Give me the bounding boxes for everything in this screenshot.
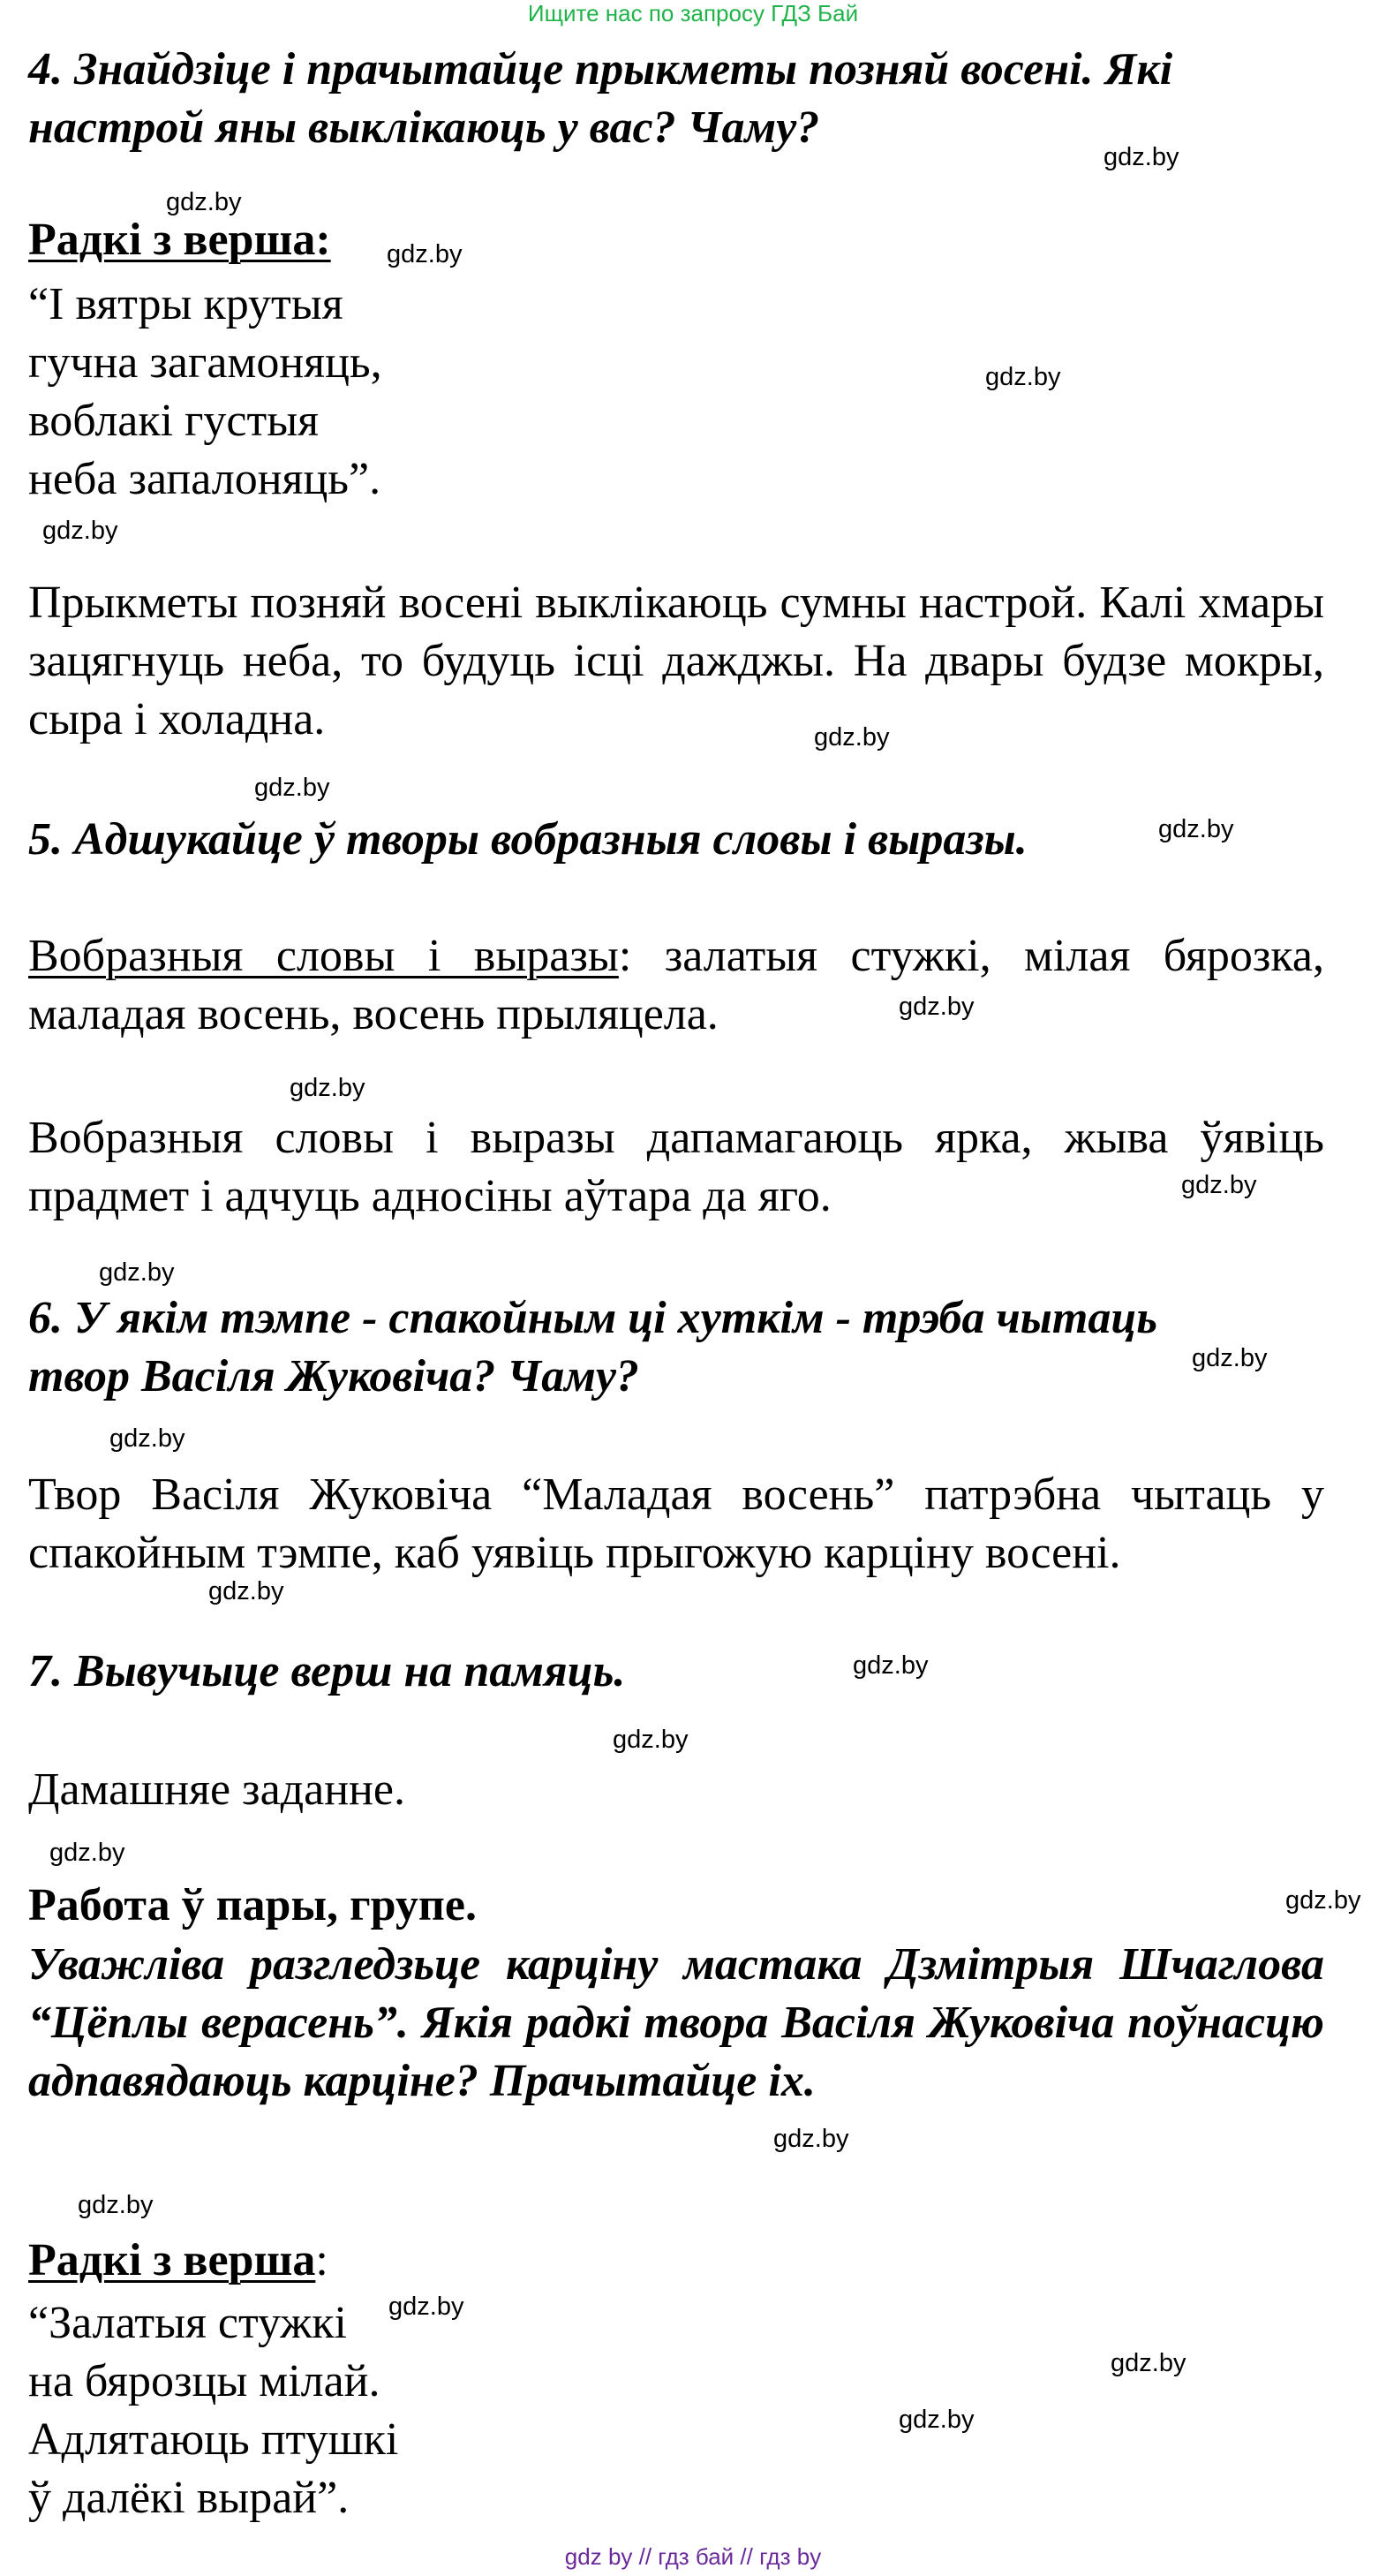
verse-2-line-4: ў далёкі вырай”. xyxy=(28,2473,350,2523)
watermark: gdz.by xyxy=(49,1839,125,1867)
watermark: gdz.by xyxy=(853,1651,929,1680)
watermark: gdz.by xyxy=(773,2125,849,2153)
watermark: gdz.by xyxy=(1181,1171,1257,1199)
watermark: gdz.by xyxy=(613,1726,689,1754)
group-work-task: Уважліва разгледзьце карціну мастака Дзмітрыя Шчаглова “Цёплы верасень”. Якія радкі твора Васіля Жуковіча поўнасцю адпавядаюць карціне? Прачытайце іх. xyxy=(28,1939,1324,2106)
watermark: gdz.by xyxy=(1158,815,1234,843)
watermark: gdz.by xyxy=(208,1577,284,1605)
answer-4: Прыкметы позняй восені выклікаюць сумны настрой. Калі хмары зацягнуць неба, то будуць ісці дажджы. На двары будзе мокры, сыра і холадна. xyxy=(28,578,1324,744)
watermark: gdz.by xyxy=(78,2191,154,2219)
footer-links[interactable]: gdz by // гдз бай // гдз by xyxy=(564,2543,822,2570)
watermark: gdz.by xyxy=(1104,143,1179,171)
watermark: gdz.by xyxy=(99,1258,175,1287)
verse-1-line-1: “І вятры крутыя xyxy=(28,279,343,329)
watermark: gdz.by xyxy=(388,2293,464,2321)
verse-header-1: Радкі з верша: xyxy=(28,215,331,265)
verse-1-line-4: неба запалоняць”. xyxy=(28,454,381,504)
question-4-line-1: 4. Знайдзіце і прачытайце прыкметы позняй восені. Які xyxy=(28,44,1173,94)
group-work-header: Работа ў пары, групе. xyxy=(28,1880,477,1930)
answer-5b: Вобразныя словы і выразы дапамагаюць ярка, жыва ўявіць прадмет і адчуць адносіны аўтара да яго. xyxy=(28,1113,1324,1221)
watermark: gdz.by xyxy=(1285,1886,1361,1915)
question-4-line-2: настрой яны выклікаюць у вас? Чаму? xyxy=(28,102,820,153)
verse-2-line-1: “Залатыя стужкі xyxy=(28,2298,348,2348)
watermark: gdz.by xyxy=(899,2406,975,2434)
watermark: gdz.by xyxy=(985,363,1061,391)
watermark: gdz.by xyxy=(42,517,118,545)
answer-6: Твор Васіля Жуковіча “Маладая восень” патрэбна чытаць у спакойным тэмпе, каб уявіць прыгожую карціну восені. xyxy=(28,1469,1324,1578)
answer-5a xyxy=(28,927,1324,1044)
question-6-line-1: 6. У якім тэмпе - спакойным ці хуткім - трэба чытаць xyxy=(28,1293,1158,1343)
watermark: gdz.by xyxy=(290,1074,365,1102)
top-search-link[interactable]: Ищите нас по запросу ГДЗ Бай xyxy=(527,0,859,26)
answer-5a-rest: : залатыя стужкі, мілая бярозка, маладая восень, восень прыляцела. xyxy=(28,931,1324,1039)
watermark: gdz.by xyxy=(899,993,975,1021)
question-5: 5. Адшукайце ў творы вобразныя словы і выразы. xyxy=(28,814,1028,865)
question-7: 7. Вывучыце верш на памяць. xyxy=(28,1646,626,1696)
verse-1-line-2: гучна загамоняць, xyxy=(28,337,382,388)
watermark: gdz.by xyxy=(254,774,330,802)
verse-2-line-3: Адлятаюць птушкі xyxy=(28,2414,399,2465)
watermark: gdz.by xyxy=(1111,2349,1186,2377)
verse-header-2-label: Радкі з верша xyxy=(28,2235,316,2285)
verse-2-line-2: на бярозцы мілай. xyxy=(28,2356,380,2406)
verse-1-line-3: воблакі густыя xyxy=(28,396,320,446)
watermark: gdz.by xyxy=(166,188,242,216)
answer-5a-label: Вобразныя словы і выразы xyxy=(28,931,619,981)
watermark: gdz.by xyxy=(1192,1344,1268,1372)
watermark: gdz.by xyxy=(387,240,463,268)
watermark: gdz.by xyxy=(814,723,890,752)
question-6-line-2: твор Васіля Жуковіча? Чаму? xyxy=(28,1351,639,1401)
verse-header-2 xyxy=(28,2234,328,2286)
verse-header-2-colon: : xyxy=(315,2235,328,2285)
watermark: gdz.by xyxy=(109,1424,185,1453)
answer-7: Дамашняе заданне. xyxy=(28,1764,405,1815)
